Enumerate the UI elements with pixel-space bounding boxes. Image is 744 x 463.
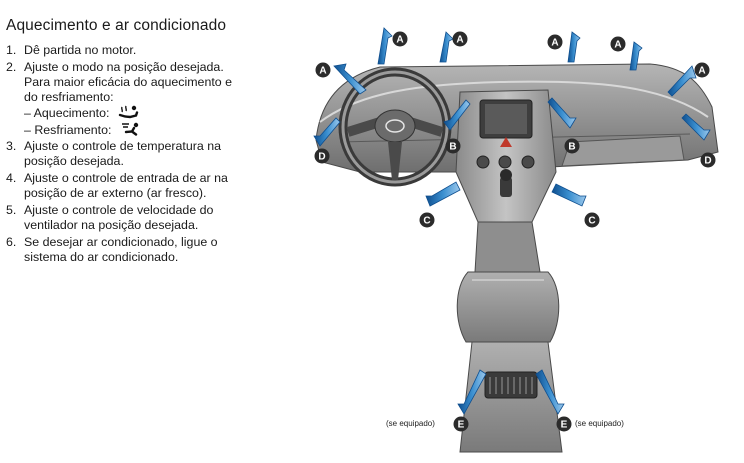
badge-d-right (701, 153, 716, 168)
svg-text:A: A (614, 39, 622, 51)
badge-b-right (565, 139, 580, 154)
step-number: 3. (6, 139, 17, 154)
rear-vent (485, 372, 537, 398)
svg-text:B: B (568, 141, 576, 153)
heating-mode-icon (118, 105, 140, 119)
instruction-step (6, 203, 242, 233)
step-text: Ajuste o controle de entrada de ar na posição de ar externo (ar fresco). (24, 171, 228, 201)
badge-a-top-right-2 (611, 37, 626, 52)
instruction-step (6, 235, 242, 265)
badge-b-left (446, 139, 461, 154)
badge-a-top-center (453, 32, 468, 47)
optional-equipment-label-right: (se equipado) (575, 419, 624, 428)
svg-text:C: C (588, 215, 596, 227)
badge-e-right (557, 417, 572, 432)
badge-c-left (420, 213, 435, 228)
svg-text:E: E (457, 419, 465, 431)
svg-text:A: A (551, 37, 559, 49)
step-text: Dê partida no motor. (24, 43, 137, 57)
lower-console (475, 222, 540, 272)
svg-text:D: D (704, 155, 712, 167)
step-number: 6. (6, 234, 17, 249)
badge-c-right (585, 213, 600, 228)
svg-text:A: A (396, 34, 404, 46)
instruction-step (6, 171, 242, 201)
badge-a-top-right-1 (548, 35, 563, 50)
instruction-step (6, 43, 242, 58)
step-number: 4. (6, 171, 17, 186)
badge-a-right (695, 63, 710, 78)
optional-equipment-label-left: (se equipado) (386, 419, 435, 428)
svg-text:B: B (449, 141, 457, 153)
svg-text:C: C (423, 215, 431, 227)
svg-text:A: A (456, 34, 464, 46)
badge-d-left (315, 149, 330, 164)
air-vent-illustration (300, 22, 740, 458)
badge-a-top-left (393, 32, 408, 47)
instruction-list (6, 43, 242, 267)
armrest (457, 272, 559, 342)
step-number: 1. (6, 43, 17, 57)
svg-text:D: D (318, 151, 326, 163)
badge-a-left (316, 63, 331, 78)
instruction-step (6, 139, 242, 169)
step-text: Ajuste o controle de temperatura na posição desejada. (24, 139, 221, 169)
cooling-mode-icon (120, 122, 142, 136)
svg-text:A: A (698, 65, 706, 77)
instruction-step (6, 60, 242, 138)
step-number: 2. (6, 59, 17, 74)
step-text: Se desejar ar condicionado, ligue o sistema do ar condicionado. (24, 234, 218, 265)
cooling-mode-item: – Resfriamento: (24, 122, 242, 138)
svg-text:A: A (319, 65, 327, 77)
step-text: Ajuste o modo na posição desejada. Para maior eficácia do aquecimento e do resfriamento: – Aquecimento: – Resfriamento: (24, 60, 242, 138)
section-title: Aquecimento e ar condicionado (6, 17, 227, 34)
heating-mode-item: – Aquecimento: (24, 105, 242, 121)
svg-text:E: E (560, 419, 568, 431)
car-interior-drawing (300, 22, 740, 458)
center-console (456, 90, 556, 222)
step-text: Ajuste o controle de velocidade do ventilador na posição desejada. (24, 203, 214, 233)
step-number: 5. (6, 203, 17, 218)
badge-e-left (454, 417, 469, 432)
